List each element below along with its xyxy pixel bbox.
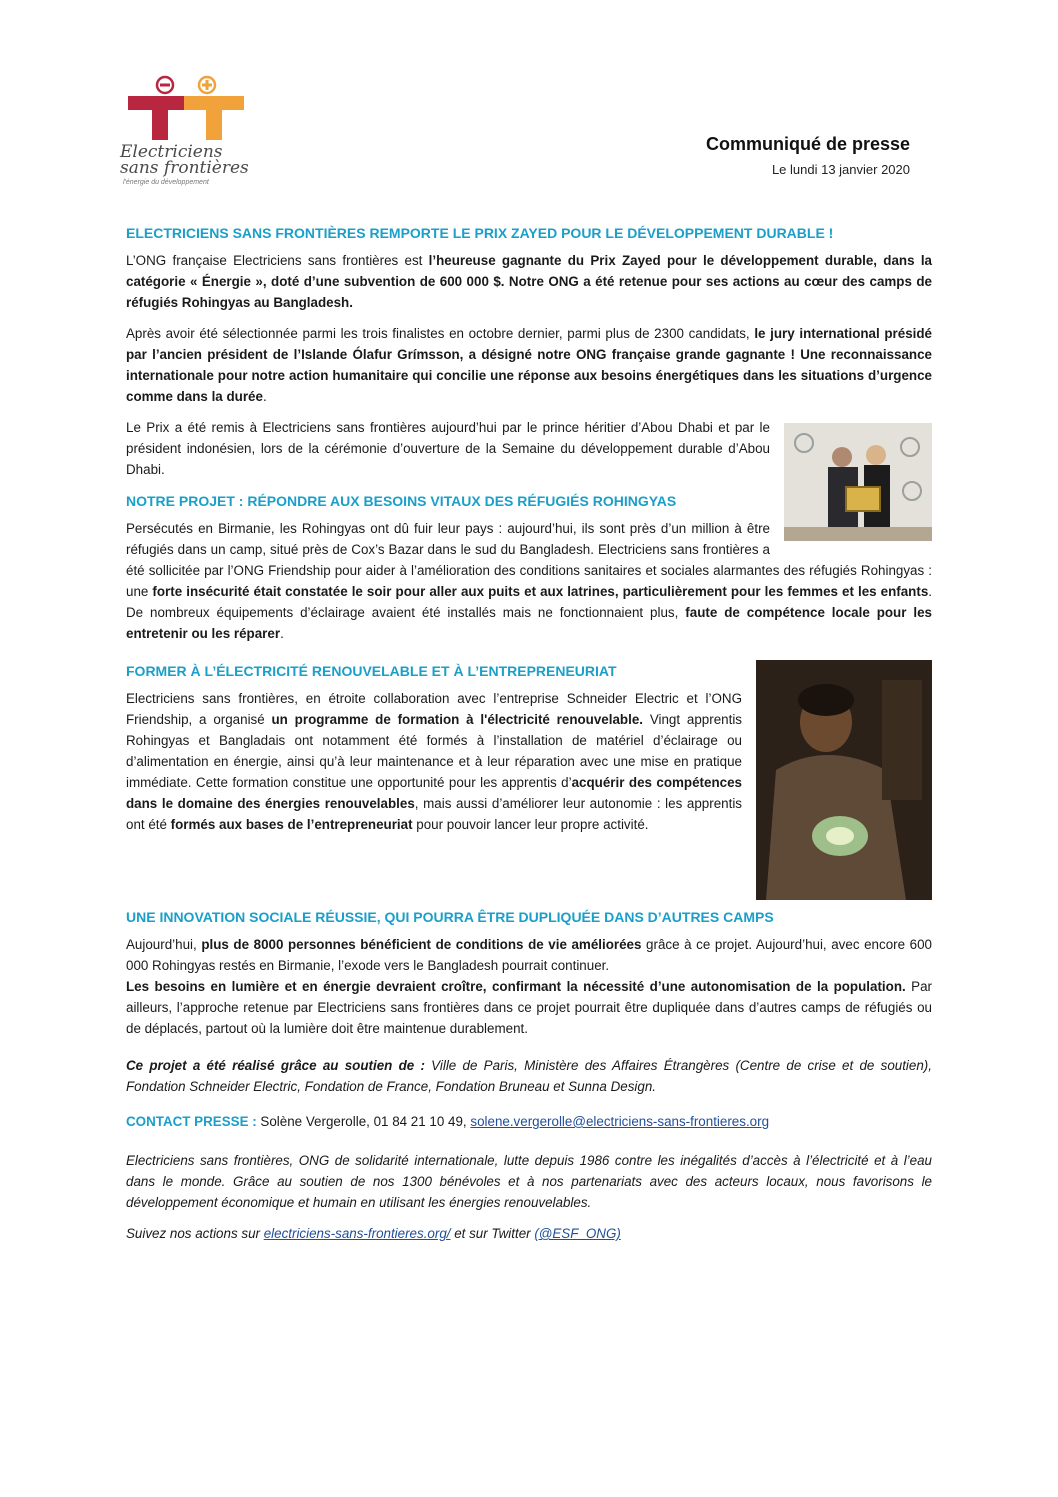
bold-text: formés aux bases de l’entrepreneuriat [170,817,413,832]
support-label: Ce projet a été réalisé grâce au soutien de : [126,1058,425,1073]
contact-label: CONTACT PRESSE : [126,1114,257,1129]
ceremony-photo [784,423,932,541]
bold-text: un programme de formation à l'électricité renouvelable. [271,712,643,727]
text: . [262,389,267,404]
paragraph-jury [126,323,932,407]
text: pour pouvoir lancer leur propre activité. [412,817,649,832]
support-statement [126,1055,932,1097]
support-text: Ville de Paris, Ministère des Affaires Étrangères (Centre de crise et de soutien), Fondation Schneider Electric, Fondation de France, Fondation Bruneau et Sunna Design. [126,1058,932,1094]
text: Suivez nos actions sur [126,1226,264,1241]
text: . [280,626,284,641]
logo-name [120,144,260,176]
text: Aujourd’hui, [126,937,202,952]
worker-photo [756,660,932,900]
press-release-date: Le lundi 13 janvier 2020 [771,162,910,177]
bold-text: acquérir des compétences dans le domaine des énergies renouvelables [126,775,742,811]
contact-email-link[interactable]: solene.vergerolle@electriciens-sans-frontieres.org [470,1114,770,1129]
press-release-title: Communiqué de presse [705,134,910,154]
website-link[interactable]: electriciens-sans-frontieres.org/ [263,1226,451,1241]
follow-us [126,1223,932,1244]
bold-text: l’heureuse gagnante du Prix Zayed pour le développement durable, dans la catégorie « Énergie », doté d’une subvention de 600 000 $. Notre ONG a été retenue pour ses actions au cœur des camps de réfugiés Rohingyas au Bangladesh. [126,253,932,310]
about-organisation: Electriciens sans frontières, ONG de solidarité internationale, lutte depuis 1986 contre les inégalités d’accès à l’électricité et à l’eau dans le monde. Grâce au soutien de nos 1300 bénévoles et à nos partenariats avec des acteurs locaux, nous favorisons le développement économique et humain en utilisant les énergies renouvelables. [126,1153,932,1210]
document-body [126,222,932,1254]
paragraph-award-ceremony: Le Prix a été remis à Electriciens sans frontières aujourd’hui par le prince héritier d’Abou Dhabi et par le président indonésien, lors de la cérémonie d’ouverture de la Semaine du développement durable d’Abou Dhabi. [126,420,770,477]
paragraph-innovation-1 [126,934,932,976]
esf-logo-mark [120,72,260,144]
press-contact [126,1111,932,1132]
bold-text: faute de compétence locale pour les entretenir ou les réparer [126,605,932,641]
logo-tagline: l'énergie du développement [123,179,209,186]
text: et sur Twitter [450,1226,535,1241]
section-heading-prize: ELECTRICIENS SANS FRONTIÈRES REMPORTE LE PRIX ZAYED POUR LE DÉVELOPPEMENT DURABLE ! [126,225,834,241]
twitter-link[interactable]: (@ESF_ONG) [534,1226,621,1241]
section-heading-training: FORMER À L’ÉLECTRICITÉ RENOUVELABLE ET À L’ENTREPRENEURIAT [126,663,617,679]
text: . De nombreux équipements d’éclairage avaient été installés mais ne fonctionnaient plus, [126,584,933,620]
text: Persécutés en Birmanie, les Rohingyas ont dû fuir leur pays : aujourd’hui, ils sont près d’un million à être réfugiés dans un camp, situé près de Cox’s Bazar dans le sud du Bangladesh. Electriciens sans frontières a été sollicitée par l’ONG Friendship pour aider à l’amélioration des conditions sanitaires et sociales alarmantes des réfugiés Rohingyas : une [126,521,932,599]
text: Electriciens sans frontières, en étroite collaboration avec l’entreprise Schneider Electric et l’ONG Friendship, a organisé [126,691,742,727]
contact-text: Solène Vergerolle, 01 84 21 10 49, [256,1114,471,1129]
text: , mais aussi d’améliorer leur autonomie : les apprentis ont été [126,796,742,832]
section-heading-project: NOTRE PROJET : RÉPONDRE AUX BESOINS VITAUX DES RÉFUGIÉS ROHINGYAS [126,493,677,509]
text: L’ONG française Electriciens sans frontières est [126,253,429,268]
paragraph-innovation-2 [126,976,932,1039]
bold-text: plus de 8000 personnes bénéficient de conditions de vie améliorées [201,937,642,952]
section-heading-innovation: UNE INNOVATION SOCIALE RÉUSSIE, QUI POURRA ÊTRE DUPLIQUÉE DANS D’AUTRES CAMPS [126,909,774,925]
logo-name-line1: Electriciens [120,142,223,162]
text: Après avoir été sélectionnée parmi les trois finalistes en octobre dernier, parmi plus de 2300 candidats, [126,326,755,341]
text: Vingt apprentis Rohingyas et Bangladais ont notamment été formés à l’installation de matériel d’éclairage ou d’alimentation en énergie, ainsi qu’à leur maintenance et à leur réparation avec une mise en pratique immédiate. Cette formation constitue une opportunité pour les apprentis d’ [126,712,742,790]
esf-logo [120,72,260,192]
bold-text: le jury international présidé par l’ancien président de l’Islande Ólafur Grímsson, a désigné notre ONG française grande gagnante ! Une reconnaissance internationale pour notre action humanitaire qui concilie une réponse aux besoins énergétiques dans les situations d’urgence comme dans la durée [126,326,933,404]
bold-text: Les besoins en lumière et en énergie devraient croître, confirmant la nécessité d’une autonomisation de la population. [126,979,906,994]
text: grâce à ce projet. Aujourd’hui, avec encore 600 000 Rohingyas restés en Birmanie, l’exode vers le Bangladesh pourrait continuer. [126,937,932,973]
paragraph-prize-intro [126,250,932,313]
ceremony-illustration [784,423,932,541]
bold-text: forte insécurité était constatée le soir pour aller aux puits et aux latrines, particulièrement pour les femmes et les enfants [152,584,929,599]
logo-name-line2: sans frontières [120,158,249,178]
worker-illustration [756,660,932,900]
text: Par ailleurs, l’approche retenue par Electriciens sans frontières dans ce projet pourrait être dupliquée dans d’autres camps de réfugiés ou de déplacés, partout où la lumière doit être maintenue durablement. [126,979,932,1036]
